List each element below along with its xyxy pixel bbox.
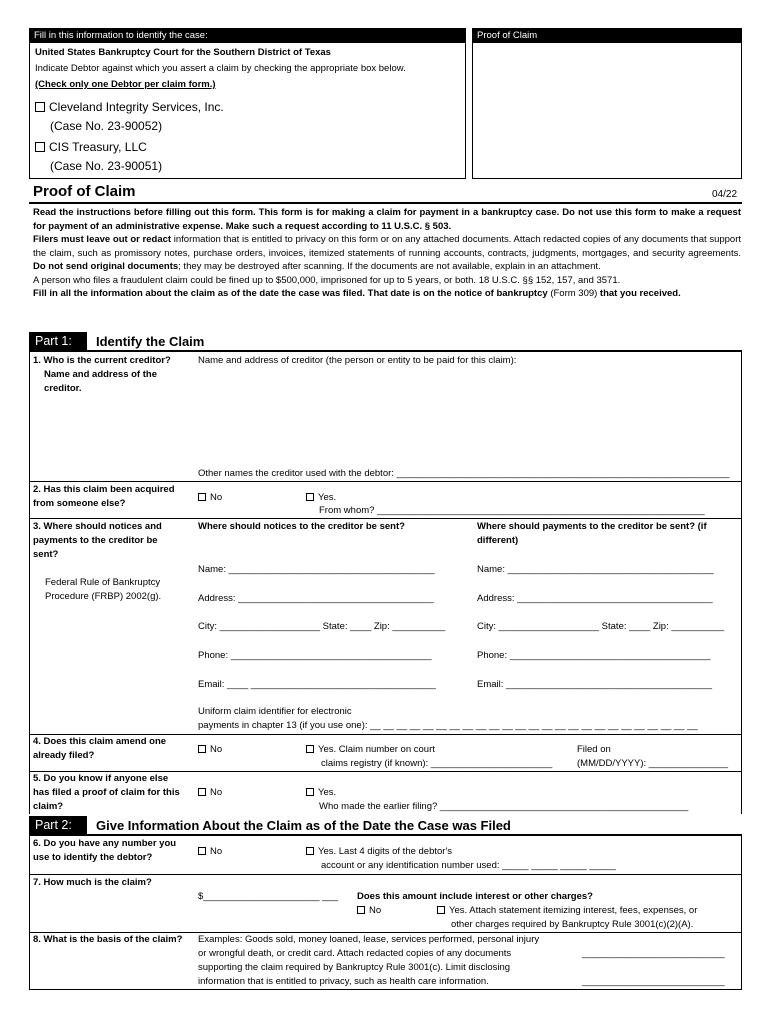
q5-no[interactable]: No: [198, 786, 222, 800]
form-date: 04/22: [712, 189, 738, 200]
other-names-field[interactable]: Other names the creditor used with the debtor: _______________________________________________________________: [198, 468, 730, 479]
payment-city-field[interactable]: City: ___________________ State: ____ Zip: __________: [477, 621, 725, 632]
q4-question: 4. Does this claim amend one already filed?: [33, 736, 167, 761]
notice-email-field[interactable]: Email: ____ ___________________________________: [198, 679, 436, 690]
payment-email-field[interactable]: Email: _______________________________________: [477, 679, 713, 690]
q6-question: 6. Do you have any number you use to identify the debtor?: [33, 838, 177, 863]
instructions-p1: Read the instructions before filling out this form. This form is for making a claim for payment in a bankruptcy case. Do not use this form to make a request for payment of an administrative expense. Make such a request according to 11 U.S.C. § 503.: [33, 207, 741, 232]
q8-question: 8. What is the basis of the claim?: [33, 934, 183, 945]
right-border: [741, 834, 742, 990]
check-one-text: (Check only one Debtor per claim form.): [35, 79, 216, 90]
claim-amount-field[interactable]: $______________________ ___: [198, 891, 339, 902]
debtor-case: (Case No. 23-90051): [50, 159, 163, 173]
right-border: [741, 350, 742, 814]
debtor-option-2[interactable]: [35, 138, 460, 176]
debtor-name: CIS Treasury, LLC: [49, 140, 147, 154]
notice-city-field[interactable]: City: ___________________ State: ____ Zip: __________: [198, 621, 446, 632]
divider: [29, 874, 742, 875]
q6-yes[interactable]: Yes. Last 4 digits of the debtor's: [306, 845, 452, 859]
q4-yes[interactable]: Yes. Claim number on court: [306, 743, 435, 757]
instructions-p3: A person who files a fraudulent claim could be fined up to $500,000, imprisoned for up to 5 years, or both. 18 U.S.C. §§ 152, 157, and 3571.: [33, 274, 621, 286]
q8-example-2: or wrongful death, or credit card. Attach redacted copies of any documents: [198, 948, 512, 959]
proof-of-claim-stamp-box: [472, 28, 742, 179]
checkbox[interactable]: [35, 102, 45, 112]
court-name: United States Bankruptcy Court for the Southern District of Texas: [35, 47, 331, 58]
part1-label: Part 1:: [29, 332, 87, 351]
instructions-p2: Filers must leave out or redact information that is entitled to privacy on this form or on any attached documents. Attach redacted copies of any documents that support the claim, such as promissory notes, purchase orders, invoices, itemized statements of running accounts, contracts, judgments, mortgages, and security agreements. Do not send original documents; they may be destroyed after scanning. If the documents are not available, explain in an attachment.: [33, 234, 742, 272]
checkbox[interactable]: [35, 142, 45, 152]
instructions: [33, 206, 741, 301]
basis-field-2[interactable]: ___________________________: [582, 976, 725, 987]
payment-name-field[interactable]: Name: _______________________________________: [477, 564, 714, 575]
indicate-text: Indicate Debtor against which you assert a claim by checking the appropriate box below.: [35, 63, 406, 74]
proof-box-label: Proof of Claim: [473, 29, 741, 43]
q2-no[interactable]: No: [198, 491, 222, 505]
part1-rule: [29, 350, 742, 352]
payment-phone-field[interactable]: Phone: ______________________________________: [477, 650, 711, 661]
filed-on-field[interactable]: (MM/DD/YYYY): _______________: [577, 758, 729, 769]
q4-no[interactable]: No: [198, 743, 222, 757]
q8-example-1: Examples: Goods sold, money loaned, lease, services performed, personal injury: [198, 934, 540, 945]
part1-title: Identify the Claim: [96, 334, 205, 349]
notice-phone-field[interactable]: Phone: ______________________________________: [198, 650, 432, 661]
q6-no[interactable]: No: [198, 845, 222, 859]
uci-label: Uniform claim identifier for electronic: [198, 706, 352, 717]
q7-no[interactable]: No: [357, 904, 381, 918]
notices-heading: Where should notices to the creditor be sent?: [198, 521, 405, 532]
uci-field[interactable]: payments in chapter 13 (if you use one): __ __ __ __ __ __ __ __ __ __ __ __ __ __ __ __ __ __ __ __ __ __ __ __ __: [198, 720, 698, 731]
left-border: [29, 350, 30, 814]
title-rule: [29, 202, 742, 204]
account-digits-field[interactable]: account or any identification number used: _____ _____ _____ _____: [321, 860, 616, 871]
debtor-option-1[interactable]: [35, 98, 460, 136]
q7-yes-detail: other charges required by Bankruptcy Rule 3001(c)(2)(A).: [451, 919, 694, 930]
filed-on-label: Filed on: [577, 744, 611, 755]
divider: [29, 518, 742, 519]
q8-example-3: supporting the claim required by Bankruptcy Rule 3001(c). Limit disclosing: [198, 962, 511, 973]
part2-label: Part 2:: [29, 816, 87, 835]
earlier-filing-field[interactable]: Who made the earlier filing? _______________________________________________: [319, 801, 689, 812]
case-info-box: [29, 28, 466, 179]
q5-question: 5. Do you know if anyone else has filed a proof of claim for this claim?: [33, 773, 180, 812]
interest-question: Does this amount include interest or other charges?: [357, 891, 593, 902]
left-border: [29, 834, 30, 990]
debtor-case: (Case No. 23-90052): [50, 119, 163, 133]
payments-heading: Where should payments to the creditor be sent? (if different): [477, 521, 707, 546]
q1-field-label: Name and address of creditor (the person or entity to be paid for this claim):: [198, 355, 517, 366]
q3-rule: Federal Rule of Bankruptcy Procedure (FRBP) 2002(g).: [45, 577, 162, 602]
q3-question: 3. Where should notices and payments to the creditor be sent?: [33, 521, 162, 560]
q5-yes[interactable]: Yes.: [306, 786, 336, 800]
payment-address-field[interactable]: Address: _____________________________________: [477, 593, 713, 604]
q8-example-4: information that is entitled to privacy, such as health care information.: [198, 976, 489, 987]
notice-name-field[interactable]: Name: _______________________________________: [198, 564, 435, 575]
q2-yes[interactable]: Yes.: [306, 491, 336, 505]
instructions-p4: Fill in all the information about the claim as of the date the case was filed. That date is on the notice of bankruptcy (Form 309) that you received.: [33, 288, 681, 299]
claim-number-field[interactable]: claims registry (if known): _______________________: [321, 758, 553, 769]
case-info-bar: Fill in this information to identify the case:: [30, 29, 465, 43]
part2-rule: [29, 834, 742, 836]
q7-yes[interactable]: Yes. Attach statement itemizing interest, fees, expenses, or: [437, 904, 697, 918]
q7-question: 7. How much is the claim?: [33, 877, 152, 888]
from-whom-field[interactable]: From whom? ______________________________________________________________: [319, 505, 705, 516]
notice-address-field[interactable]: Address: _____________________________________: [198, 593, 434, 604]
debtor-name: Cleveland Integrity Services, Inc.: [49, 100, 224, 114]
part2-title: Give Information About the Claim as of the Date the Case was Filed: [96, 818, 511, 833]
q1-question: 1. Who is the current creditor? Name and address of the creditor.: [33, 355, 171, 394]
page-title: Proof of Claim: [33, 183, 136, 200]
bottom-rule: [29, 989, 742, 990]
divider: [29, 481, 742, 482]
basis-field-1[interactable]: ___________________________: [582, 948, 725, 959]
q2-question: 2. Has this claim been acquired from someone else?: [33, 484, 175, 509]
